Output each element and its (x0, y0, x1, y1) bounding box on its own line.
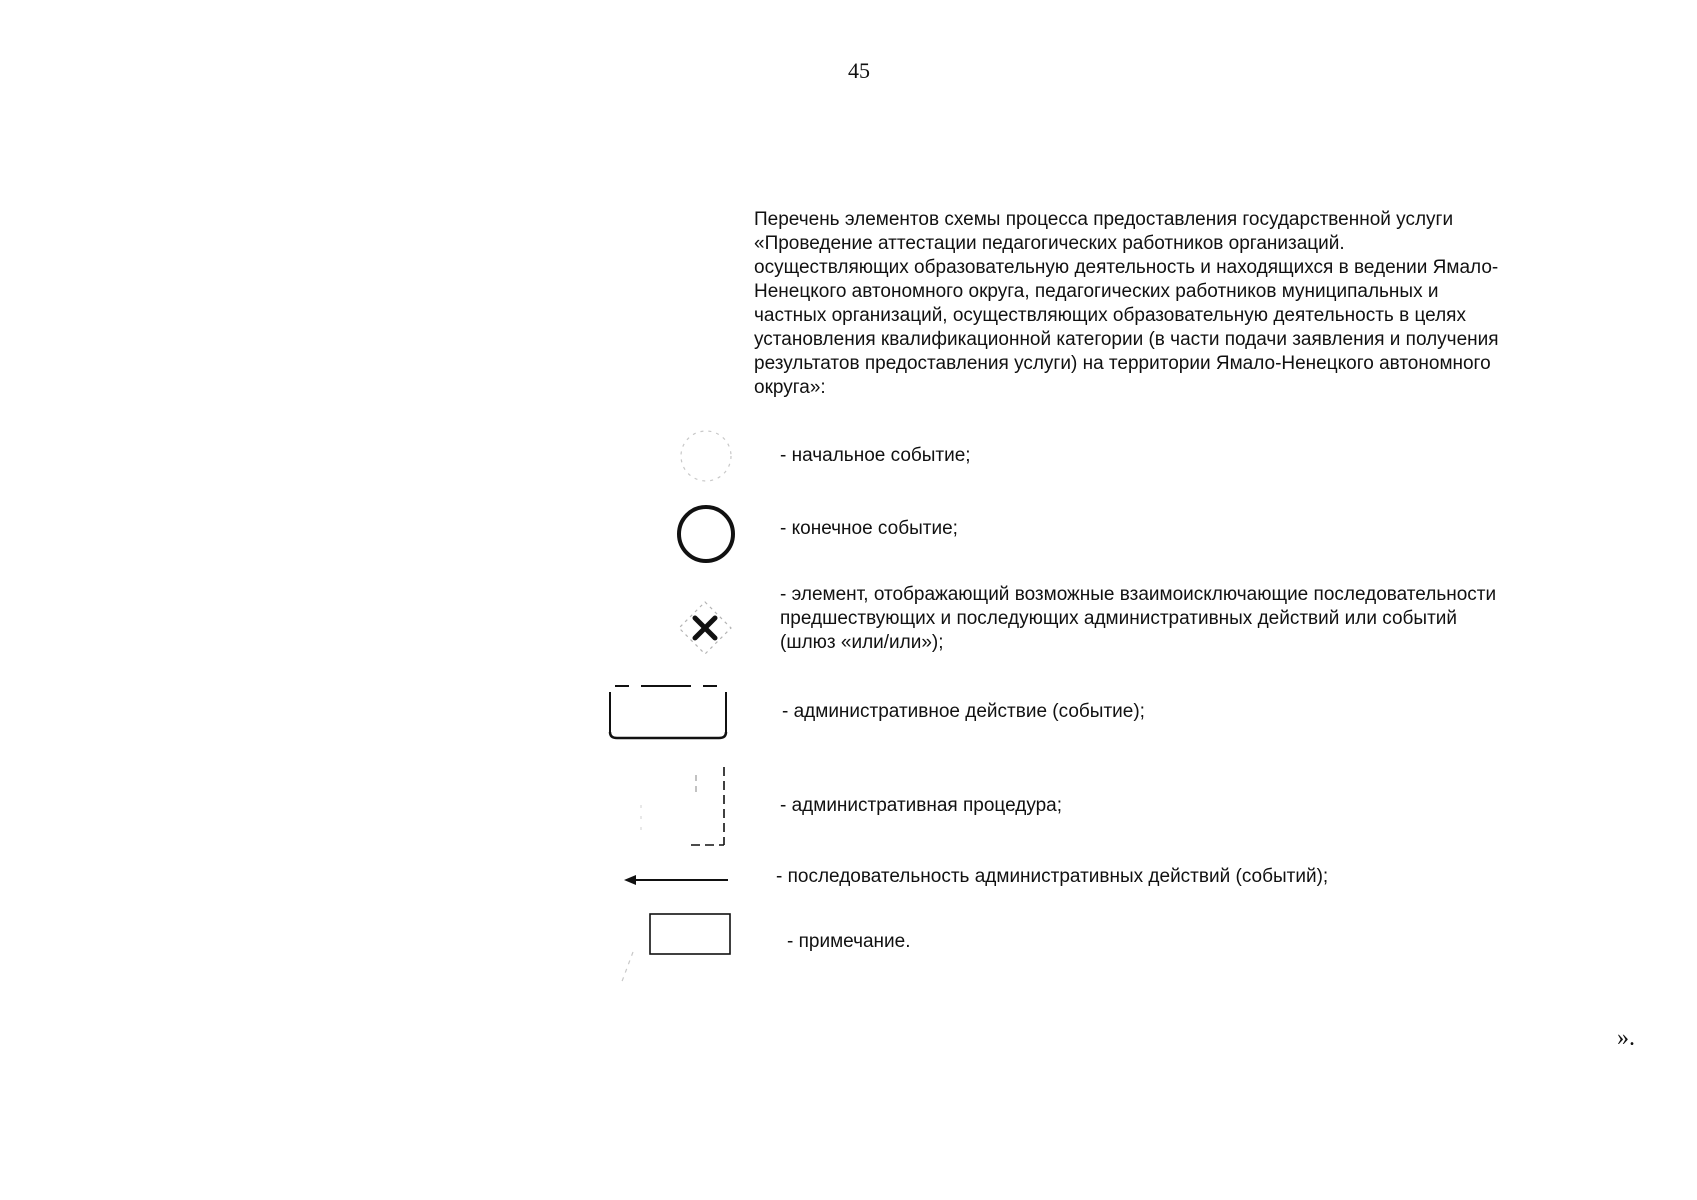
heading-line: результатов предоставления услуги) на территории Ямало-Ненецкого автономного (754, 353, 1491, 374)
legend-item-label: - элемент, отображающий возможные взаимоисключающие последовательности предшествующих и последующих административных действий или событий (шлюз «или/или»); (780, 584, 1497, 653)
closing-quote: ». (1617, 1025, 1635, 1051)
administrative-procedure-icon (633, 765, 733, 849)
heading-line: частных организаций, осуществляющих образовательную деятельность в целях (754, 305, 1466, 326)
legend-item-label: - последовательность административных действий (событий); (776, 866, 1329, 887)
page-number: 45 (848, 58, 870, 83)
heading-line: «Проведение аттестации педагогических работников организаций. (754, 233, 1345, 254)
start-event-icon (676, 428, 736, 484)
heading-line: округа»: (754, 377, 826, 398)
legend-item-label: - начальное событие; (780, 445, 971, 466)
heading-line: Ненецкого автономного округа, педагогических работников муниципальных и (754, 281, 1439, 302)
exclusive-gateway-icon (677, 600, 733, 656)
legend-item-label: - административное действие (событие); (782, 701, 1145, 722)
heading-line: осуществляющих образовательную деятельность и находящихся в ведении Ямало- (754, 257, 1499, 278)
end-event-icon (675, 503, 737, 565)
legend-heading (754, 208, 1614, 400)
annotation-icon (615, 912, 735, 988)
administrative-action-icon (607, 682, 731, 742)
legend-item-label: - конечное событие; (780, 518, 958, 539)
heading-line: Перечень элементов схемы процесса предоставления государственной услуги (754, 209, 1454, 230)
legend-item-label: - примечание. (787, 931, 911, 952)
sequence-flow-icon (620, 868, 732, 892)
legend-item-label: - административная процедура; (780, 795, 1063, 816)
heading-line: установления квалификационной категории (в части подачи заявления и получения (754, 329, 1499, 350)
